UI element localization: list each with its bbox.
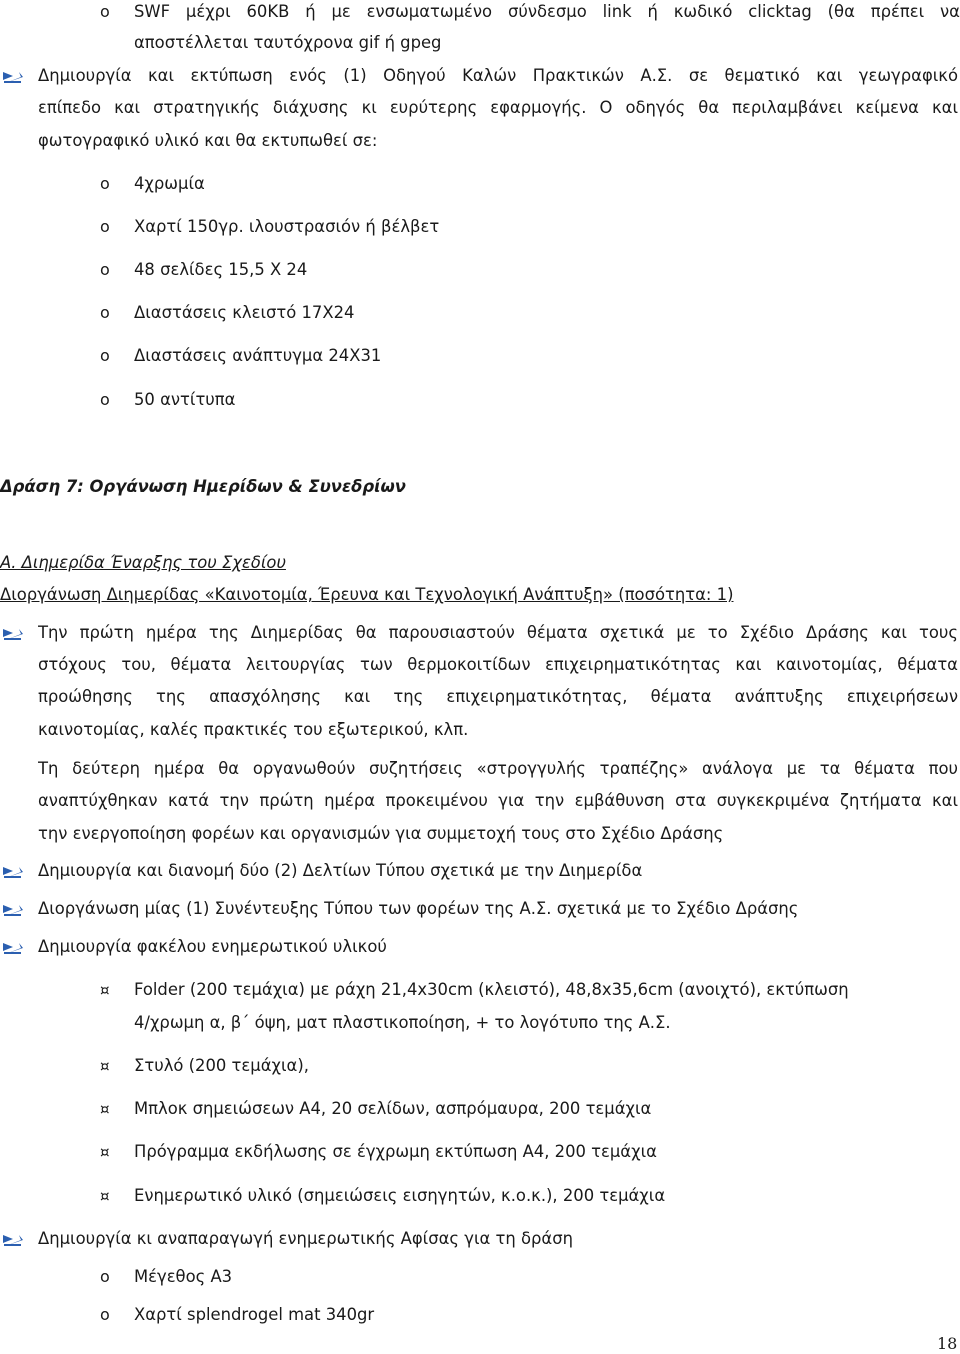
folder-item: Μπλοκ σημειώσεων Α4, 20 σελίδων, ασπρόμαυρα, 200 τεμάχια [134,1099,652,1118]
arrow-bullet-icon [2,68,24,84]
paragraph-line: αναπτύχθηκαν κατά την πρώτη ημέρα προκειμένου για την εμβάθυνση στα συγκεκριμένα ζητήματα και [38,791,958,810]
spec-item: Χαρτί 150γρ. ιλουστρασιόν ή βέλβετ [134,217,440,236]
folder-item: Πρόγραμμα εκδήλωσης σε έγχρωμη εκτύπωση Α4, 200 τεμάχια [134,1142,657,1161]
bullet-o: o [100,217,110,236]
folder-item: Στυλό (200 τεμάχια), [134,1056,309,1075]
page-number: 18 [937,1334,958,1353]
list-item: Δημιουργία κι αναπαραγωγή ενημερωτικής Αφίσας για τη δράση [38,1229,573,1248]
bullet-currency: ¤ [100,1100,110,1118]
paragraph-line: την ενεργοποίηση φορέων και οργανισμών για συμμετοχή τους στο Σχέδιο Δράσης [38,824,724,843]
list-item: Δημιουργία φακέλου ενημερωτικού υλικού [38,937,387,956]
spec-item: 4χρωμία [134,174,205,193]
arrow-bullet-icon [2,1231,24,1247]
spec-item: 50 αντίτυπα [134,390,236,409]
section-heading: Δράση 7: Οργάνωση Ημερίδων & Συνεδρίων [0,477,406,496]
bullet-o: o [100,303,110,322]
folder-item: Folder (200 τεμάχια) με ράχη 21,4x30cm (κλειστό), 48,8x35,6cm (ανοιχτό), εκτύπωση [134,980,849,999]
arrow-bullet-icon [2,939,24,955]
spec-item: Μέγεθος Α3 [134,1267,233,1286]
bullet-currency: ¤ [100,1057,110,1075]
bullet-currency: ¤ [100,981,110,999]
paragraph-line: φωτογραφικό υλικό και θα εκτυπωθεί σε: [38,131,378,150]
paragraph-line: προώθησης της απασχόλησης και της επιχειρηματικότητας, θέματα ανάπτυξης επιχειρήσεων [38,687,958,706]
list-item: Διοργάνωση μίας (1) Συνέντευξης Τύπου των φορέων της Α.Σ. σχετικά με το Σχέδιο Δράσης [38,899,799,918]
bullet-currency: ¤ [100,1143,110,1161]
bullet-o: o [100,390,110,409]
subsection-subtitle: Διοργάνωση Διημερίδας «Καινοτομία, Έρευνα και Τεχνολογική Ανάπτυξη» (ποσότητα: 1) [0,585,734,604]
paragraph-line: Την πρώτη ημέρα της Διημερίδας θα παρουσιαστούν θέματα σχετικά με το Σχέδιο Δράσης και τους [38,623,958,642]
bullet-o: o [100,346,110,365]
bullet-currency: ¤ [100,1187,110,1205]
subsection-title: Α. Διημερίδα Έναρξης του Σχεδίου [0,553,286,572]
folder-item: 4/χρωμη α, β΄ όψη, ματ πλαστικοποίηση, + το λογότυπο της Α.Σ. [134,1013,671,1032]
paragraph-line: καινοτομίας, καλές πρακτικές του εξωτερικού, κλπ. [38,720,469,739]
spec-item: Διαστάσεις κλειστό 17Χ24 [134,303,355,322]
spec-item: Διαστάσεις ανάπτυγμα 24Χ31 [134,346,382,365]
bullet-o: o [100,1267,110,1286]
bullet-o: o [100,1305,110,1324]
spec-item: Χαρτί splendrogel mat 340gr [134,1305,375,1324]
paragraph-line: επίπεδο και στρατηγικής διάχυσης κι ευρύτερης εφαρμογής. Ο οδηγός θα περιλαμβάνει κείμενα και [38,98,958,117]
arrow-bullet-icon [2,863,24,879]
bullet-o: o [100,260,110,279]
list-item: Δημιουργία και διανομή δύο (2) Δελτίων Τύπου σχετικά με την Διημερίδα [38,861,643,880]
paragraph-line: στόχους του, θέματα λειτουργίας των θερμοκοιτίδων επιχειρηματικότητας και καινοτομίας, θέματα [38,655,958,674]
bullet-o: o [100,2,110,21]
bullet-o: o [100,174,110,193]
folder-item: Ενημερωτικό υλικό (σημειώσεις εισηγητών, κ.ο.κ.), 200 τεμάχια [134,1186,666,1205]
paragraph-line: Τη δεύτερη ημέρα θα οργανωθούν συζητήσεις «στρογγυλής τραπέζης» ανάλογα με τα θέματα που [38,759,958,778]
list-item: αποστέλλεται ταυτόχρονα gif ή gpeg [134,33,442,52]
paragraph-line: Δημιουργία και εκτύπωση ενός (1) Οδηγού Καλών Πρακτικών Α.Σ. σε θεματικό και γεωγραφικό [38,66,958,85]
arrow-bullet-icon [2,901,24,917]
arrow-bullet-icon [2,625,24,641]
spec-item: 48 σελίδες 15,5 Χ 24 [134,260,308,279]
list-item: SWF μέχρι 60KB ή με ενσωματωμένο σύνδεσμο link ή κωδικό clicktag (θα πρέπει να [134,2,960,21]
